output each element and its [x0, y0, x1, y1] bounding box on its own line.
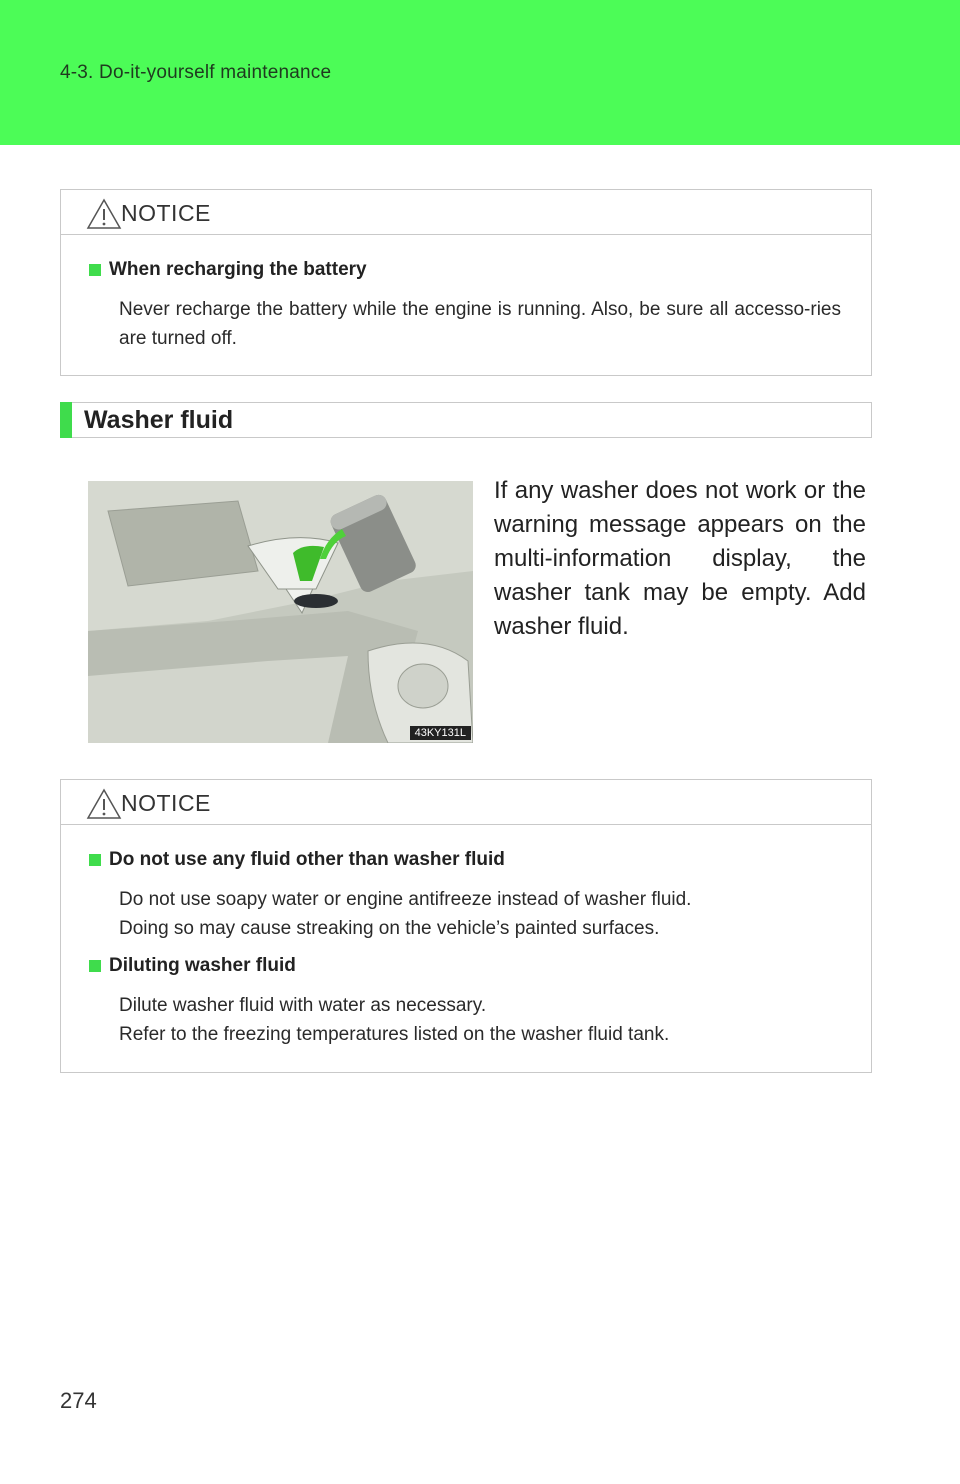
notice-box-battery: [60, 189, 872, 376]
notice-item-text: Do not use soapy water or engine antifreeze instead of washer fluid. Doing so may cause streaking on the vehicle’s painted surfaces.: [119, 889, 692, 939]
square-bullet-icon: [89, 960, 101, 972]
notice-header: [61, 780, 871, 825]
notice-item-text: Dilute washer fluid with water as necessary. Refer to the freezing temperatures listed on the washer fluid tank.: [119, 995, 670, 1045]
notice-label: NOTICE: [121, 200, 211, 226]
warning-icon: [86, 198, 122, 230]
notice-item-title: Diluting washer fluid: [89, 955, 841, 977]
notice-item-title: Do not use any fluid other than washer fluid: [89, 849, 841, 871]
notice-item-text: Never recharge the battery while the engine is running. Also, be sure all accesso-ries are turned off.: [119, 299, 841, 349]
washer-fluid-description: If any washer does not work or the warning message appears on the multi-information display, the washer tank may be empty. Add washer fluid.: [494, 477, 866, 640]
warning-icon: [86, 788, 122, 820]
figure-code: 43KY131L: [410, 726, 471, 740]
notice-label: NOTICE: [121, 790, 211, 816]
notice-header: [61, 190, 871, 235]
page-header: [0, 0, 960, 145]
notice-box-washer: [60, 779, 872, 1073]
chapter-title: 4-3. Do-it-yourself maintenance: [60, 62, 332, 83]
section-title: Washer fluid: [84, 406, 234, 434]
square-bullet-icon: [89, 854, 101, 866]
square-bullet-icon: [89, 264, 101, 276]
section-bar: [60, 402, 72, 438]
page-number: 274: [60, 1388, 97, 1413]
notice-item-title: When recharging the battery: [89, 259, 841, 281]
engine-bay-illustration: [88, 481, 473, 743]
section-heading: [60, 402, 872, 438]
washer-fluid-illustration: [88, 481, 473, 743]
